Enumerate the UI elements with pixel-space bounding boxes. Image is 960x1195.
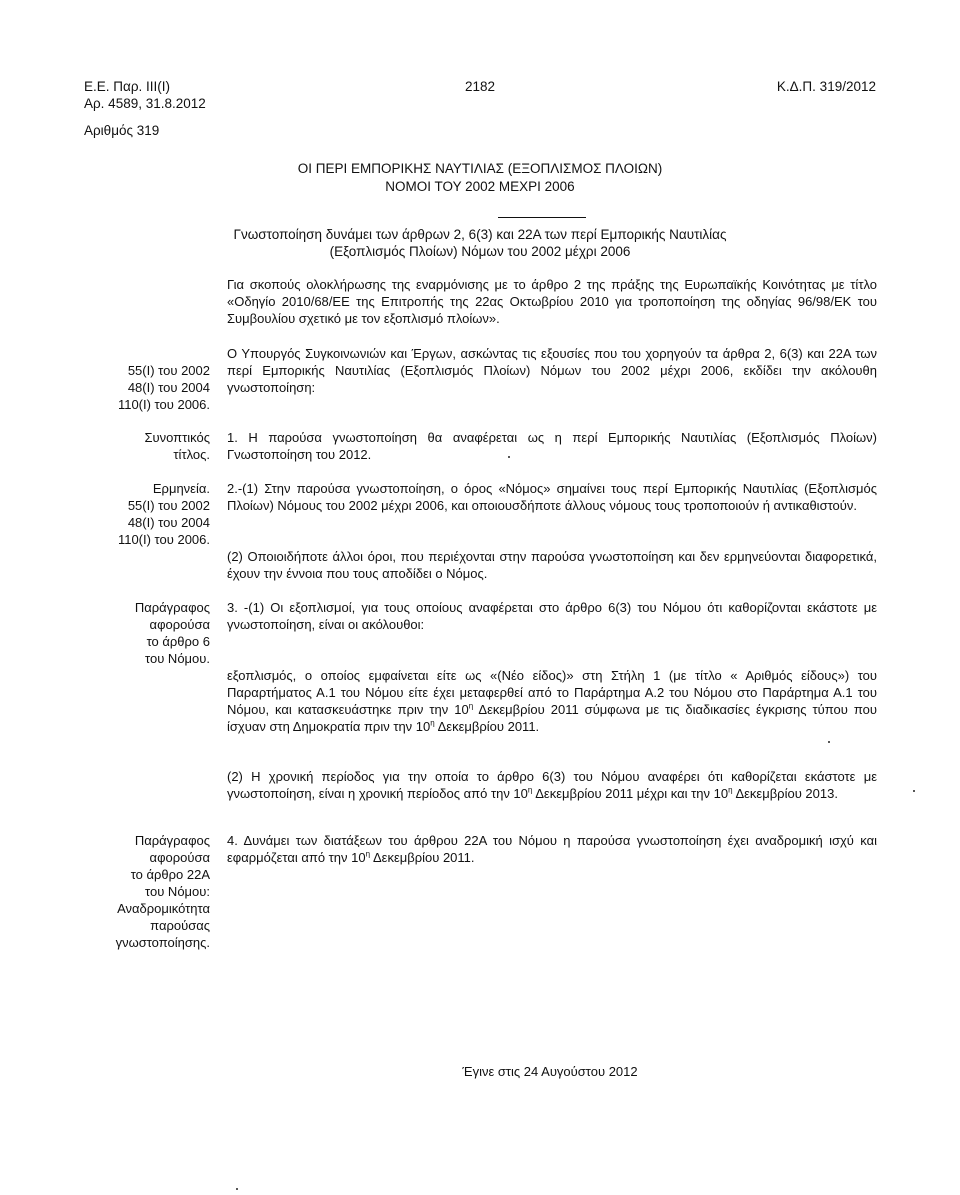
paragraph-2-2: (2) Οποιοιδήποτε άλλοι όροι, που περιέχονται στην παρούσα γνωστοποίηση και δεν ερμηνεύονται διαφορετικά, έχουν την έννοια που τους αποδίδει ο Νόμος. <box>227 549 877 582</box>
margin-note-line: Αναδρομικότητα <box>117 901 210 916</box>
scan-speck <box>508 456 510 458</box>
law-title-line1: ΟΙ ΠΕΡΙ ΕΜΠΟΡΙΚΗΣ ΝΑΥΤΙΛΙΑΣ (ΕΞΟΠΛΙΣΜΟΣ ΠΛΟΙΩΝ) <box>297 161 663 176</box>
harmonisation-intro: Για σκοπούς ολοκλήρωσης της εναρμόνισης με το άρθρο 2 της πράξης της Ευρωπαϊκής Κοινότητας με τίτλο «Οδηγίο 2010/68/ΕΕ της Επιτροπής της 22ας Οκτωβρίου 2010 για τροποποίηση της οδηγίας 96/98/ΕΚ του Συμβουλίου σχετικό με τον εξοπλισμό πλοίων». <box>227 277 877 327</box>
ordinal-suffix: η <box>365 849 371 859</box>
ordinal-suffix: η <box>468 701 474 711</box>
paragraph-2-1: 2.-(1) Στην παρούσα γνωστοποίηση, ο όρος «Νόμος» σημαίνει τους περί Εμπορικής Ναυτιλίας (Εξοπλισμός Πλοίων) Νόμους του 2002 μέχρι 2006, και οποιουσδήποτε άλλους νόμους τους τροποποιούν ή αντικαθιστούν. <box>227 481 877 514</box>
gazette-number-date: Αρ. 4589, 31.8.2012 <box>84 96 206 111</box>
title-divider <box>498 217 586 218</box>
margin-note-line: αφορούσα <box>149 617 210 632</box>
ordinal-suffix: η <box>728 785 733 795</box>
margin-note-line: Ερμηνεία. <box>152 481 210 496</box>
margin-note-line: τίτλος. <box>173 447 210 462</box>
notice-subtitle <box>0 226 960 260</box>
scan-speck <box>236 1188 238 1190</box>
item-text-c: Δεκεμβρίου 2011. <box>434 719 540 735</box>
margin-note-line: 48(Ι) του 2004 <box>127 515 210 530</box>
p4-text-b: Δεκεμβρίου 2011. <box>370 850 475 866</box>
ordinal-suffix: η <box>430 719 435 729</box>
margin-note-line: 55(Ι) του 2002 <box>127 498 210 513</box>
p32-text-c: Δεκεμβρίου 2013. <box>732 786 838 802</box>
margin-note-line: 48(Ι) του 2004 <box>127 380 210 395</box>
paragraph-3-1: 3. -(1) Οι εξοπλισμοί, για τους οποίους αναφέρεται στο άρθρο 6(3) του Νόμου ότι καθορίζονται εκάστοτε με γνωστοποίηση, είναι οι ακόλουθοι: <box>227 600 877 633</box>
margin-note-short-title <box>84 429 210 463</box>
item-text-b: Δεκεμβρίου 2011 σύμφωνα με τις διαδικασίες έγκρισης τύπου που ίσχυαν στη Δημοκρατία πριν την 10 <box>227 702 877 735</box>
margin-note-line: Παράγραφος <box>134 600 210 615</box>
paragraph-1: 1. Η παρούσα γνωστοποίηση θα αναφέρεται ως η περί Εμπορικής Ναυτιλίας (Εξοπλισμός Πλοίων) Γνωστοποίηση του 2012. <box>227 430 877 463</box>
p32-text-a: (2) Η χρονική περίοδος για την οποία το άρθρο 6(3) του Νόμου αναφέρει ότι καθορίζεται εκάστοτε με γνωστοποίηση, είναι η χρονική περίοδος από την 10 <box>227 769 877 802</box>
margin-note-line: 110(Ι) του 2006. <box>117 397 210 412</box>
margin-note-line: παρούσας <box>150 918 210 933</box>
margin-note-line: γνωστοποίησης. <box>115 935 210 950</box>
scan-speck <box>828 741 830 743</box>
item-text-a: εξοπλισμός, ο οποίος εμφαίνεται είτε ως «(Νέο είδος)» στη Στήλη 1 (με τίτλο « Αριθμός είδους») του Παραρτήματος Α.1 του Νόμου είτε έχει μεταφερθεί από το Παράρτημα Α.2 του Νόμου στο Παράρτημα Α.1 του Νόμου, και κατασκευάστηκε πριν την 10 <box>227 668 877 718</box>
law-number: Αριθμός 319 <box>84 123 160 138</box>
margin-note-line: Παράγραφος <box>134 833 210 848</box>
preamble-paragraph: Ο Υπουργός Συγκοινωνιών και Έργων, ασκώντας τις εξουσίες που του χορηγούν τα άρθρα 2, 6(3) και 22Α των περί Εμπορικής Ναυτιλίας (Εξοπλισμός Πλοίων) Νόμων του 2002 μέχρι 2006, εκδίδει την ακόλουθη γνωστοποίηση: <box>227 346 877 396</box>
margin-note-line: αφορούσα <box>149 850 210 865</box>
subtitle-line1: Γνωστοποίηση δυνάμει των άρθρων 2, 6(3) και 22Α των περί Εμπορικής Ναυτιλίας <box>233 227 727 242</box>
p4-text-a: 4. Δυνάμει των διατάξεων του άρθρου 22Α του Νόμου η παρούσα γνωστοποίηση έχει αναδρομική ισχύ και εφαρμόζεται από την 10 <box>227 833 877 866</box>
margin-note-article22a <box>84 832 210 951</box>
gazette-issue: Ε.Ε. Παρ. ΙΙΙ(Ι) <box>84 79 170 94</box>
margin-note-laws <box>84 362 210 413</box>
law-title <box>0 160 960 196</box>
paragraph-4 <box>227 832 877 866</box>
margin-note-line: 110(Ι) του 2006. <box>117 532 210 547</box>
subtitle-line2: (Εξοπλισμός Πλοίων) Νόμων του 2002 μέχρι 2006 <box>329 244 631 259</box>
page-number: 2182 <box>464 79 496 94</box>
margin-note-interpretation <box>84 480 210 548</box>
margin-note-line: το άρθρο 6 <box>146 634 210 649</box>
scan-speck <box>913 790 915 792</box>
paragraph-3-item <box>227 667 877 736</box>
margin-note-line: Συνοπτικός <box>144 430 210 445</box>
margin-note-line: το άρθρο 22Α <box>130 867 210 882</box>
margin-note-line: του Νόμου: <box>145 884 210 899</box>
margin-note-line: του Νόμου. <box>145 651 210 666</box>
signoff-date: Έγινε στις 24 Αυγούστου 2012 <box>462 1064 638 1079</box>
ordinal-suffix: η <box>527 785 533 795</box>
p32-text-b: Δεκεμβρίου 2011 μέχρι και την 10 <box>532 786 729 802</box>
paragraph-3-2 <box>227 768 877 802</box>
law-title-line2: ΝΟΜΟΙ ΤΟΥ 2002 ΜΕΧΡΙ 2006 <box>385 179 575 194</box>
kdp-reference: Κ.Δ.Π. 319/2012 <box>776 79 876 94</box>
margin-note-line: 55(Ι) του 2002 <box>127 363 210 378</box>
margin-note-article6 <box>84 599 210 667</box>
